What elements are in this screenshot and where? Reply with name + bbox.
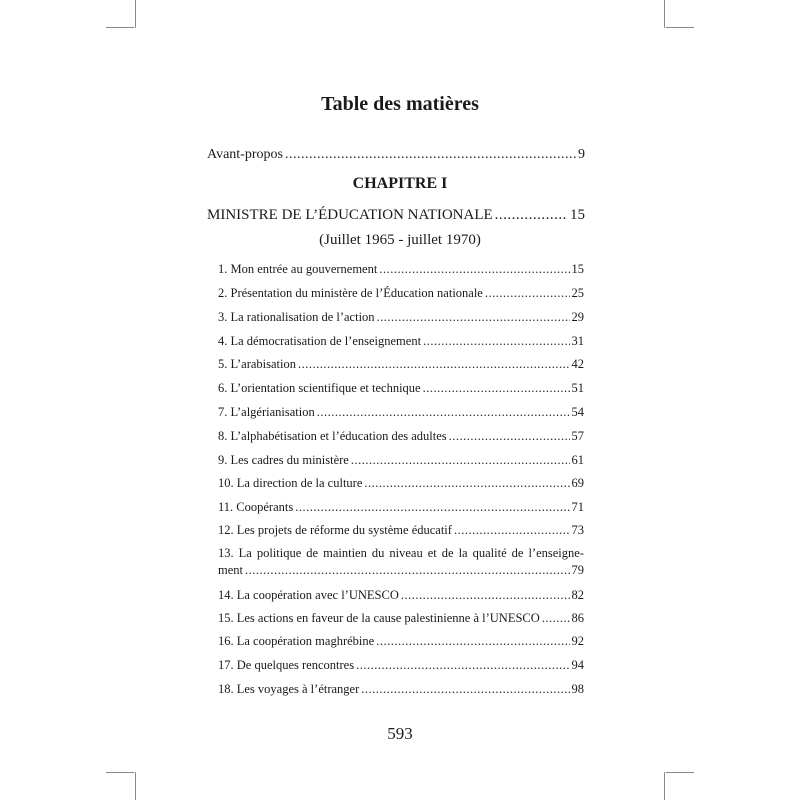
entry-label: 8. L’alphabétisation et l’éducation des adultes xyxy=(218,429,447,443)
entry-page: 73 xyxy=(571,523,584,537)
toc-entry xyxy=(218,476,584,491)
dot-leader xyxy=(423,334,569,349)
toc-entry xyxy=(218,357,584,372)
crop-mark xyxy=(106,27,134,28)
toc-entry xyxy=(218,500,584,515)
entry-label: 3. La rationalisation de l’action xyxy=(218,310,375,324)
toc-entry xyxy=(218,563,584,578)
entry-label-continued: ment xyxy=(218,563,243,577)
entry-page: 82 xyxy=(571,588,584,602)
entry-label: 1. Mon entrée au gouvernement xyxy=(218,262,378,276)
entry-label: 14. La coopération avec l’UNESCO xyxy=(218,588,399,602)
toc-entry xyxy=(218,405,584,420)
entry-label: 17. De quelques rencontres xyxy=(218,658,355,672)
entry-page: 54 xyxy=(571,405,584,419)
dot-leader xyxy=(245,563,570,578)
dot-leader xyxy=(317,405,570,420)
crop-mark xyxy=(664,0,665,28)
toc-entry xyxy=(218,658,584,673)
dot-leader xyxy=(485,286,570,301)
crop-mark xyxy=(666,27,694,28)
toc-entry xyxy=(218,682,584,697)
toc-entry xyxy=(218,634,584,649)
entry-label: 16. La coopération maghrébine xyxy=(218,634,375,648)
entry-label: 12. Les projets de réforme du système éducatif xyxy=(218,523,452,537)
entry-label: Avant-propos xyxy=(207,147,283,162)
entry-page: 69 xyxy=(571,476,584,490)
dot-leader xyxy=(401,588,570,603)
entry-page: 15 xyxy=(571,262,584,276)
entry-page: 57 xyxy=(571,429,584,443)
toc-entry xyxy=(218,453,584,468)
toc-entry-preface xyxy=(207,146,585,164)
crop-mark xyxy=(135,772,136,800)
page-title: Table des matières xyxy=(321,93,479,115)
crop-mark xyxy=(666,772,694,773)
crop-mark xyxy=(106,772,134,773)
toc-entry xyxy=(218,523,584,538)
entry-label: 18. Les voyages à l’étranger xyxy=(218,682,360,696)
toc-entry xyxy=(218,262,584,277)
entry-label: 15. Les actions en faveur de la cause palestinienne à l’UNESCO xyxy=(218,611,540,625)
entry-page: 15 xyxy=(570,207,585,223)
entry-page: 25 xyxy=(571,286,584,300)
dot-leader xyxy=(361,682,569,697)
entry-label: 7. L’algérianisation xyxy=(218,405,315,419)
entry-label: 2. Présentation du ministère de l’Éducation nationale xyxy=(218,286,483,300)
entry-label: 5. L’arabisation xyxy=(218,357,296,371)
entry-page: 61 xyxy=(571,453,584,467)
entry-label: 6. L’orientation scientifique et technique xyxy=(218,381,421,395)
entry-page: 42 xyxy=(571,357,584,371)
page-number: 593 xyxy=(387,724,413,743)
toc-entry xyxy=(218,381,584,396)
entry-page: 51 xyxy=(571,381,584,395)
entry-label: 11. Coopérants xyxy=(218,500,294,514)
chapter-period: (Juillet 1965 - juillet 1970) xyxy=(319,232,481,248)
dot-leader xyxy=(285,146,576,164)
dot-leader xyxy=(376,634,569,649)
dot-leader xyxy=(295,500,569,515)
toc-entry xyxy=(218,429,584,444)
dot-leader xyxy=(542,611,570,626)
dot-leader xyxy=(454,523,570,538)
entry-page: 86 xyxy=(571,611,584,625)
toc-entry xyxy=(218,286,584,301)
entry-label: 4. La démocratisation de l’enseignement xyxy=(218,334,422,348)
entry-page: 29 xyxy=(571,310,584,324)
toc-entry xyxy=(218,611,584,626)
entry-page: 98 xyxy=(571,682,584,696)
crop-mark xyxy=(135,0,136,28)
chapter-title: MINISTRE DE L’ÉDUCATION NATIONALE xyxy=(207,207,493,223)
dot-leader xyxy=(423,381,570,396)
entry-page: 71 xyxy=(571,500,584,514)
toc-entry xyxy=(218,588,584,603)
entry-page: 94 xyxy=(571,658,584,672)
toc-entry xyxy=(218,334,584,349)
dot-leader xyxy=(298,357,570,372)
toc-entry-line1: 13. La politique de maintien du niveau et de la qualité de l’enseigne- xyxy=(218,546,584,560)
dot-leader xyxy=(356,658,569,673)
crop-mark xyxy=(664,772,665,800)
entry-page: 9 xyxy=(578,147,585,162)
dot-leader xyxy=(364,476,569,491)
toc-entry-chapter xyxy=(207,206,585,224)
dot-leader xyxy=(449,429,570,444)
dot-leader xyxy=(495,206,568,224)
dot-leader xyxy=(379,262,569,277)
entry-page: 79 xyxy=(571,563,584,577)
entry-label: 10. La direction de la culture xyxy=(218,476,363,490)
entry-label: 9. Les cadres du ministère xyxy=(218,453,349,467)
entry-page: 92 xyxy=(571,634,584,648)
chapter-heading: CHAPITRE I xyxy=(352,175,448,192)
entry-page: 31 xyxy=(571,334,584,348)
toc-entry xyxy=(218,310,584,325)
dot-leader xyxy=(377,310,570,325)
dot-leader xyxy=(351,453,570,468)
